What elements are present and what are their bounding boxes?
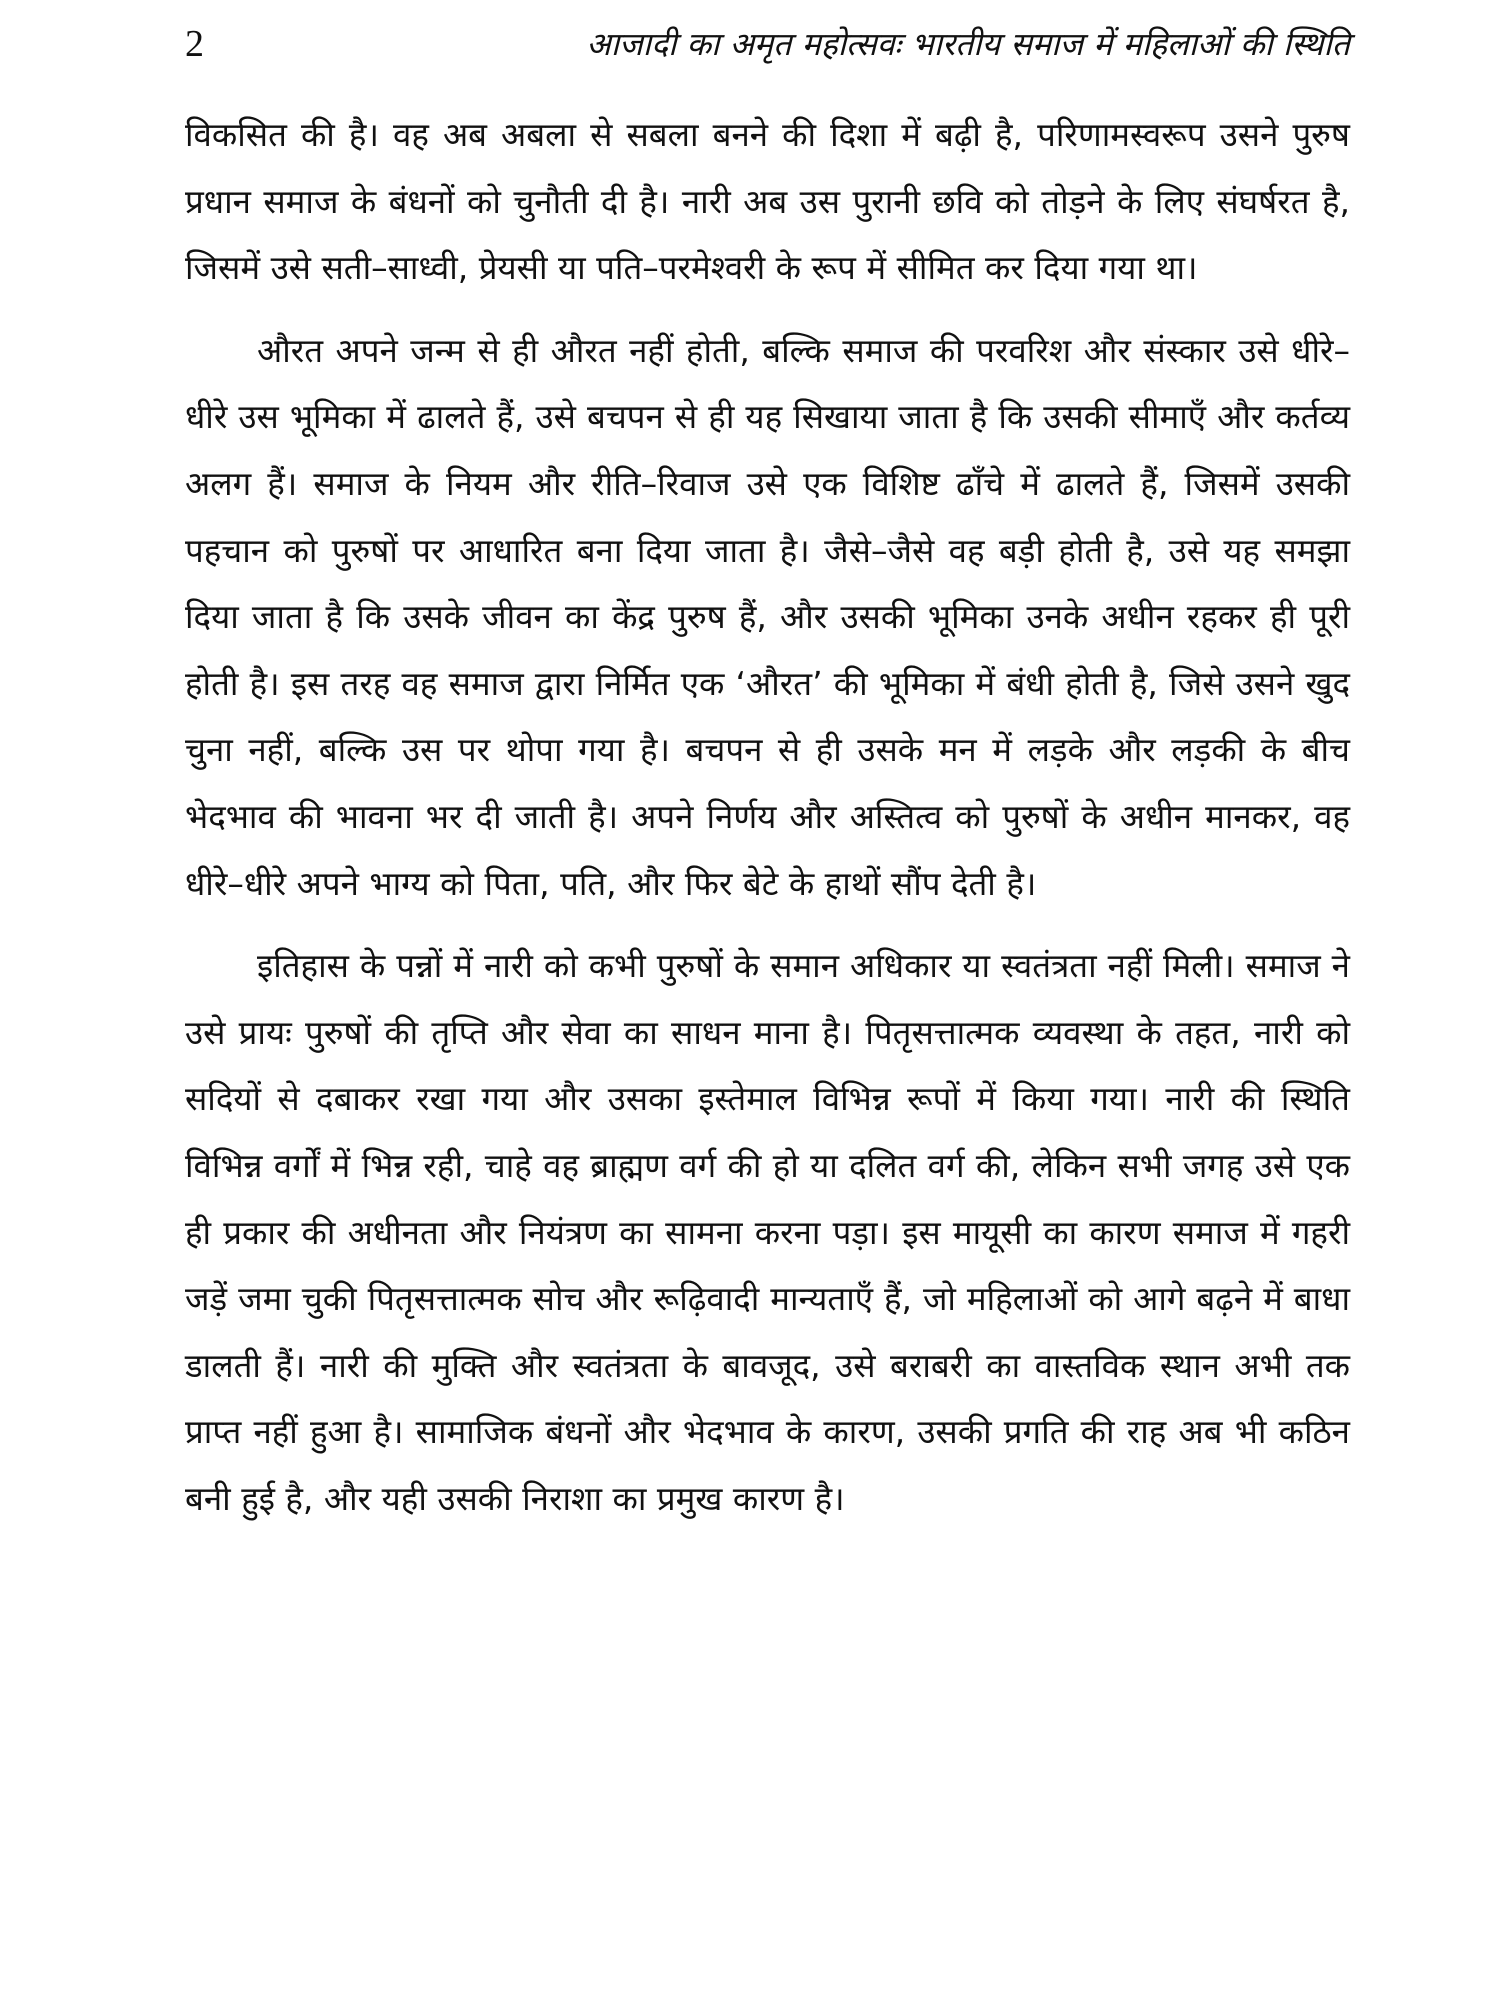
page-header xyxy=(185,20,1350,90)
paragraph-1: विकसित की है। वह अब अबला से सबला बनने की दिशा में बढ़ी है, परिणामस्वरूप उसने पुरुष प्रधान समाज के बंधनों को चुनौती दी है। नारी अब उस पुरानी छवि को तोड़ने के लिए संघर्षरत है, जिसमें उसे सती–साध्वी, प्रेयसी या पति–परमेश्वरी के रूप में सीमित कर दिया गया था। xyxy=(185,115,1350,288)
page-number: 2 xyxy=(185,23,204,65)
paragraph-3: इतिहास के पन्नों में नारी को कभी पुरुषों के समान अधिकार या स्वतंत्रता नहीं मिली। समाज ने उसे प्रायः पुरुषों की तृप्ति और सेवा का साधन माना है। पितृसत्तात्मक व्यवस्था के तहत, नारी को सदियों से दबाकर रखा गया और उसका इस्तेमाल विभिन्न रूपों में किया गया। नारी की स्थिति विभिन्न वर्गों में भिन्न रही, चाहे वह ब्राह्मण वर्ग की हो या दलित वर्ग की, लेकिन सभी जगह उसे एक ही प्रकार की अधीनता और नियंत्रण का सामना करना पड़ा। इस मायूसी का कारण समाज में गहरी जड़ें जमा चुकी पितृसत्तात्मक सोच और रूढ़िवादी मान्यताएँ हैं, जो महिलाओं को आगे बढ़ने में बाधा डालती हैं। नारी की मुक्ति और स्वतंत्रता के बावजूद, उसे बराबरी का वास्तविक स्थान अभी तक प्राप्त नहीं हुआ है। सामाजिक बंधनों और भेदभाव के कारण, उसकी प्रगति की राह अब भी कठिन बनी हुई है, और यही उसकी निराशा का प्रमुख कारण है। xyxy=(185,946,1350,1518)
paragraph-2: औरत अपने जन्म से ही औरत नहीं होती, बल्कि समाज की परवरिश और संस्कार उसे धीरे–धीरे उस भूमिका में ढालते हैं, उसे बचपन से ही यह सिखाया जाता है कि उसकी सीमाएँ और कर्तव्य अलग हैं। समाज के नियम और रीति–रिवाज उसे एक विशिष्ट ढाँचे में ढालते हैं, जिसमें उसकी पहचान को पुरुषों पर आधारित बना दिया जाता है। जैसे–जैसे वह बड़ी होती है, उसे यह समझा दिया जाता है कि उसके जीवन का केंद्र पुरुष हैं, और उसकी भूमिका उनके अधीन रहकर ही पूरी होती है। इस तरह वह समाज द्वारा निर्मित एक ‘औरत’ की भूमिका में बंधी होती है, जिसे उसने खुद चुना नहीं, बल्कि उस पर थोपा गया है। बचपन से ही उसके मन में लड़के और लड़की के बीच भेदभाव की भावना भर दी जाती है। अपने निर्णय और अस्तित्व को पुरुषों के अधीन मानकर, वह धीरे–धीरे अपने भाग्य को पिता, पति, और फिर बेटे के हाथों सौंप देती है। xyxy=(185,330,1350,903)
body-text xyxy=(185,102,1350,1548)
running-title: आजादी का अमृत महोत्सवः भारतीय समाज में महिलाओं की स्थिति xyxy=(586,25,1350,63)
